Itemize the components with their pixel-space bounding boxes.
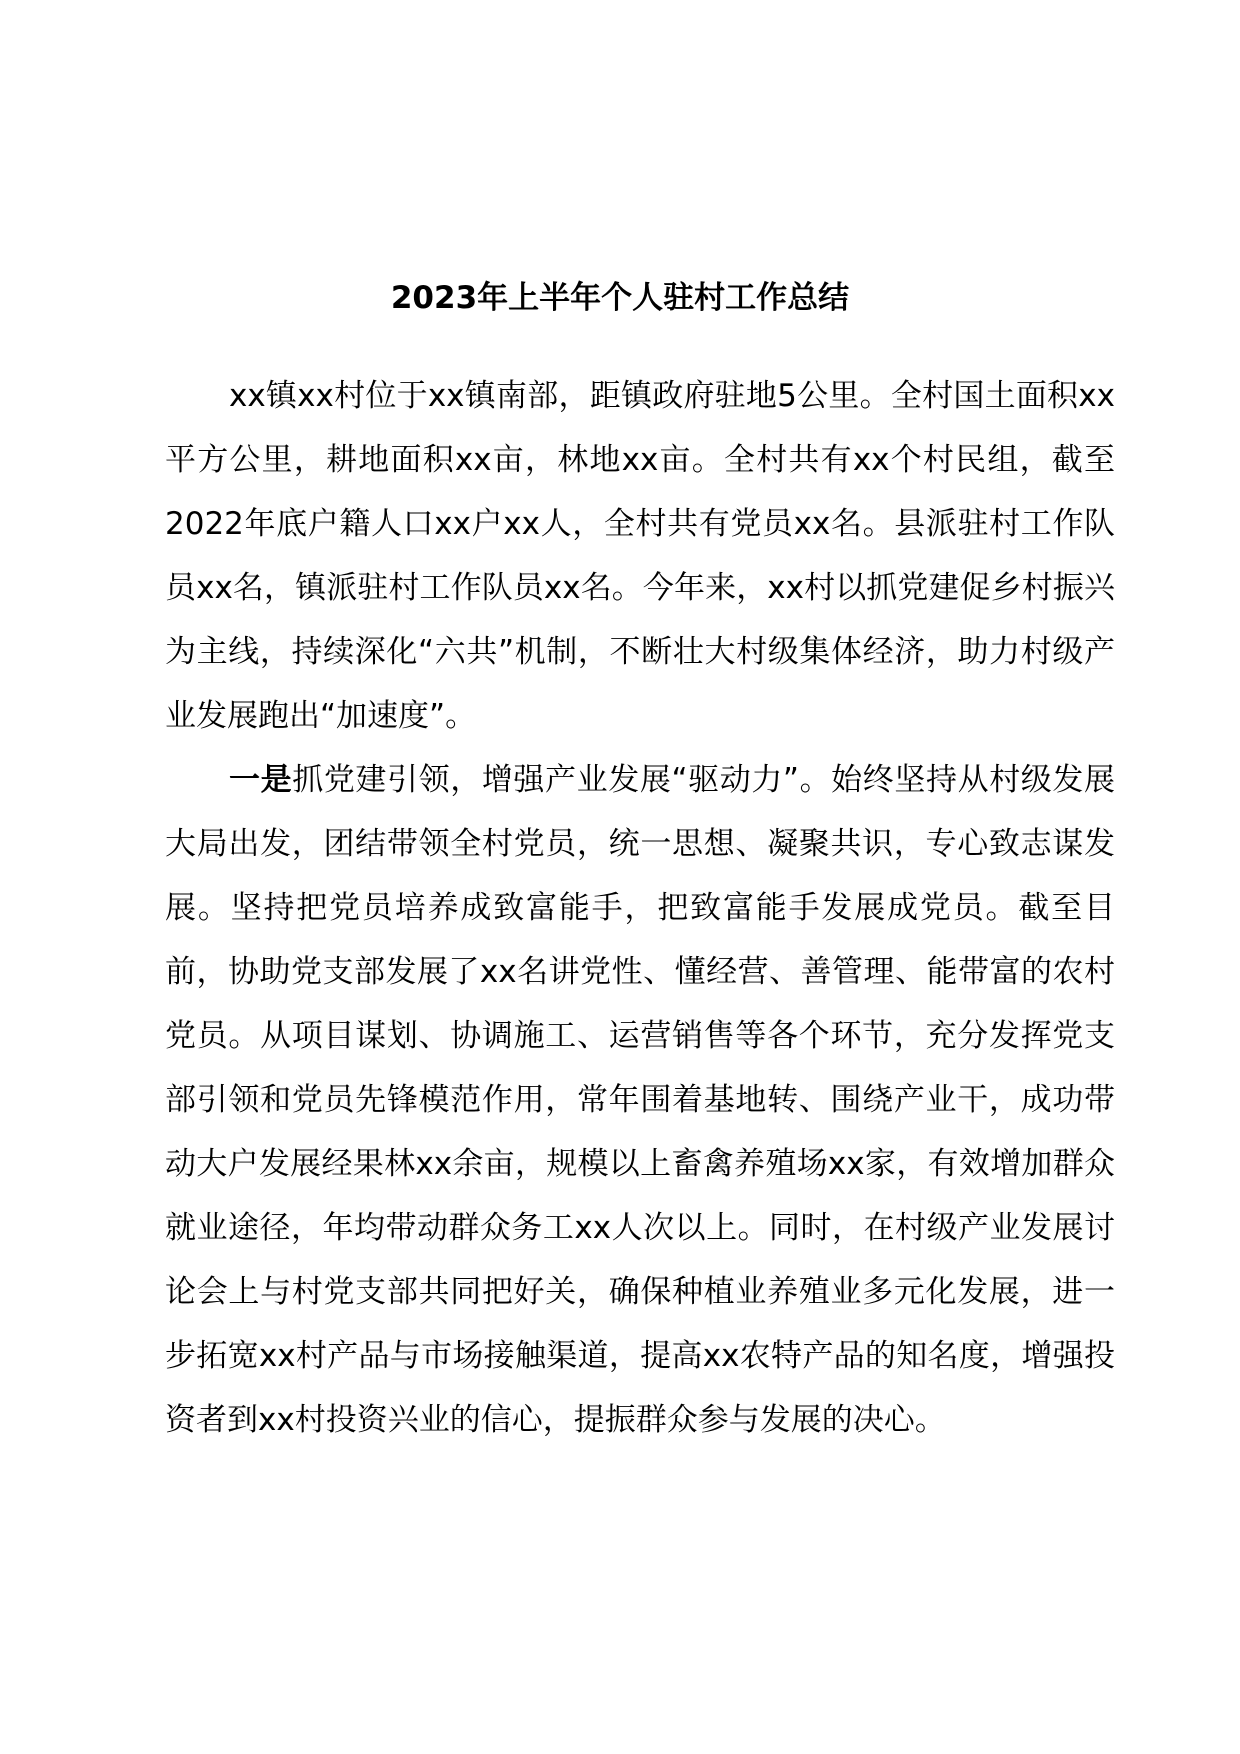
document-body (165, 364, 1115, 1452)
paragraph-text: 抓党建引领，增强产业发展“驱动力”。始终坚持从村级发展大局出发，团结带领全村党员，统一思想、凝聚共识，专心致志谋发展。坚持把党员培养成致富能手，把致富能手发展成党员。截至目前，协助党支部发展了xx名讲党性、懂经营、善管理、能带富的农村党员。从项目谋划、协调施工、运营销售等各个环节，充分发挥党支部引领和党员先锋模范作用，常年围着基地转、围绕产业干，成功带动大户发展经果林xx余亩，规模以上畜禽养殖场xx家，有效增加群众就业途径，年均带动群众务工xx人次以上。同时，在村级产业发展讨论会上与村党支部共同把好关，确保种植业养殖业多元化发展，进一步拓宽xx村产品与市场接触渠道，提高xx农特产品的知名度，增强投资者到xx村投资兴业的信心，提振群众参与发展的决心。 (165, 762, 1116, 1438)
paragraph-lead: 一是 (229, 762, 293, 798)
paragraph-point-one (165, 748, 1115, 1452)
page-title: 2023年上半年个人驻村工作总结 (390, 280, 850, 316)
paragraph-intro (165, 364, 1115, 748)
paragraph-text: xx镇xx村位于xx镇南部，距镇政府驻地5公里。全村国土面积xx平方公里，耕地面积xx亩，林地xx亩。全村共有xx个村民组，截至2022年底户籍人口xx户xx人，全村共有党员xx名。县派驻村工作队员xx名，镇派驻村工作队员xx名。今年来，xx村以抓党建促乡村振兴为主线，持续深化“六共”机制，不断壮大村级集体经济，助力村级产业发展跑出“加速度”。 (165, 378, 1115, 734)
